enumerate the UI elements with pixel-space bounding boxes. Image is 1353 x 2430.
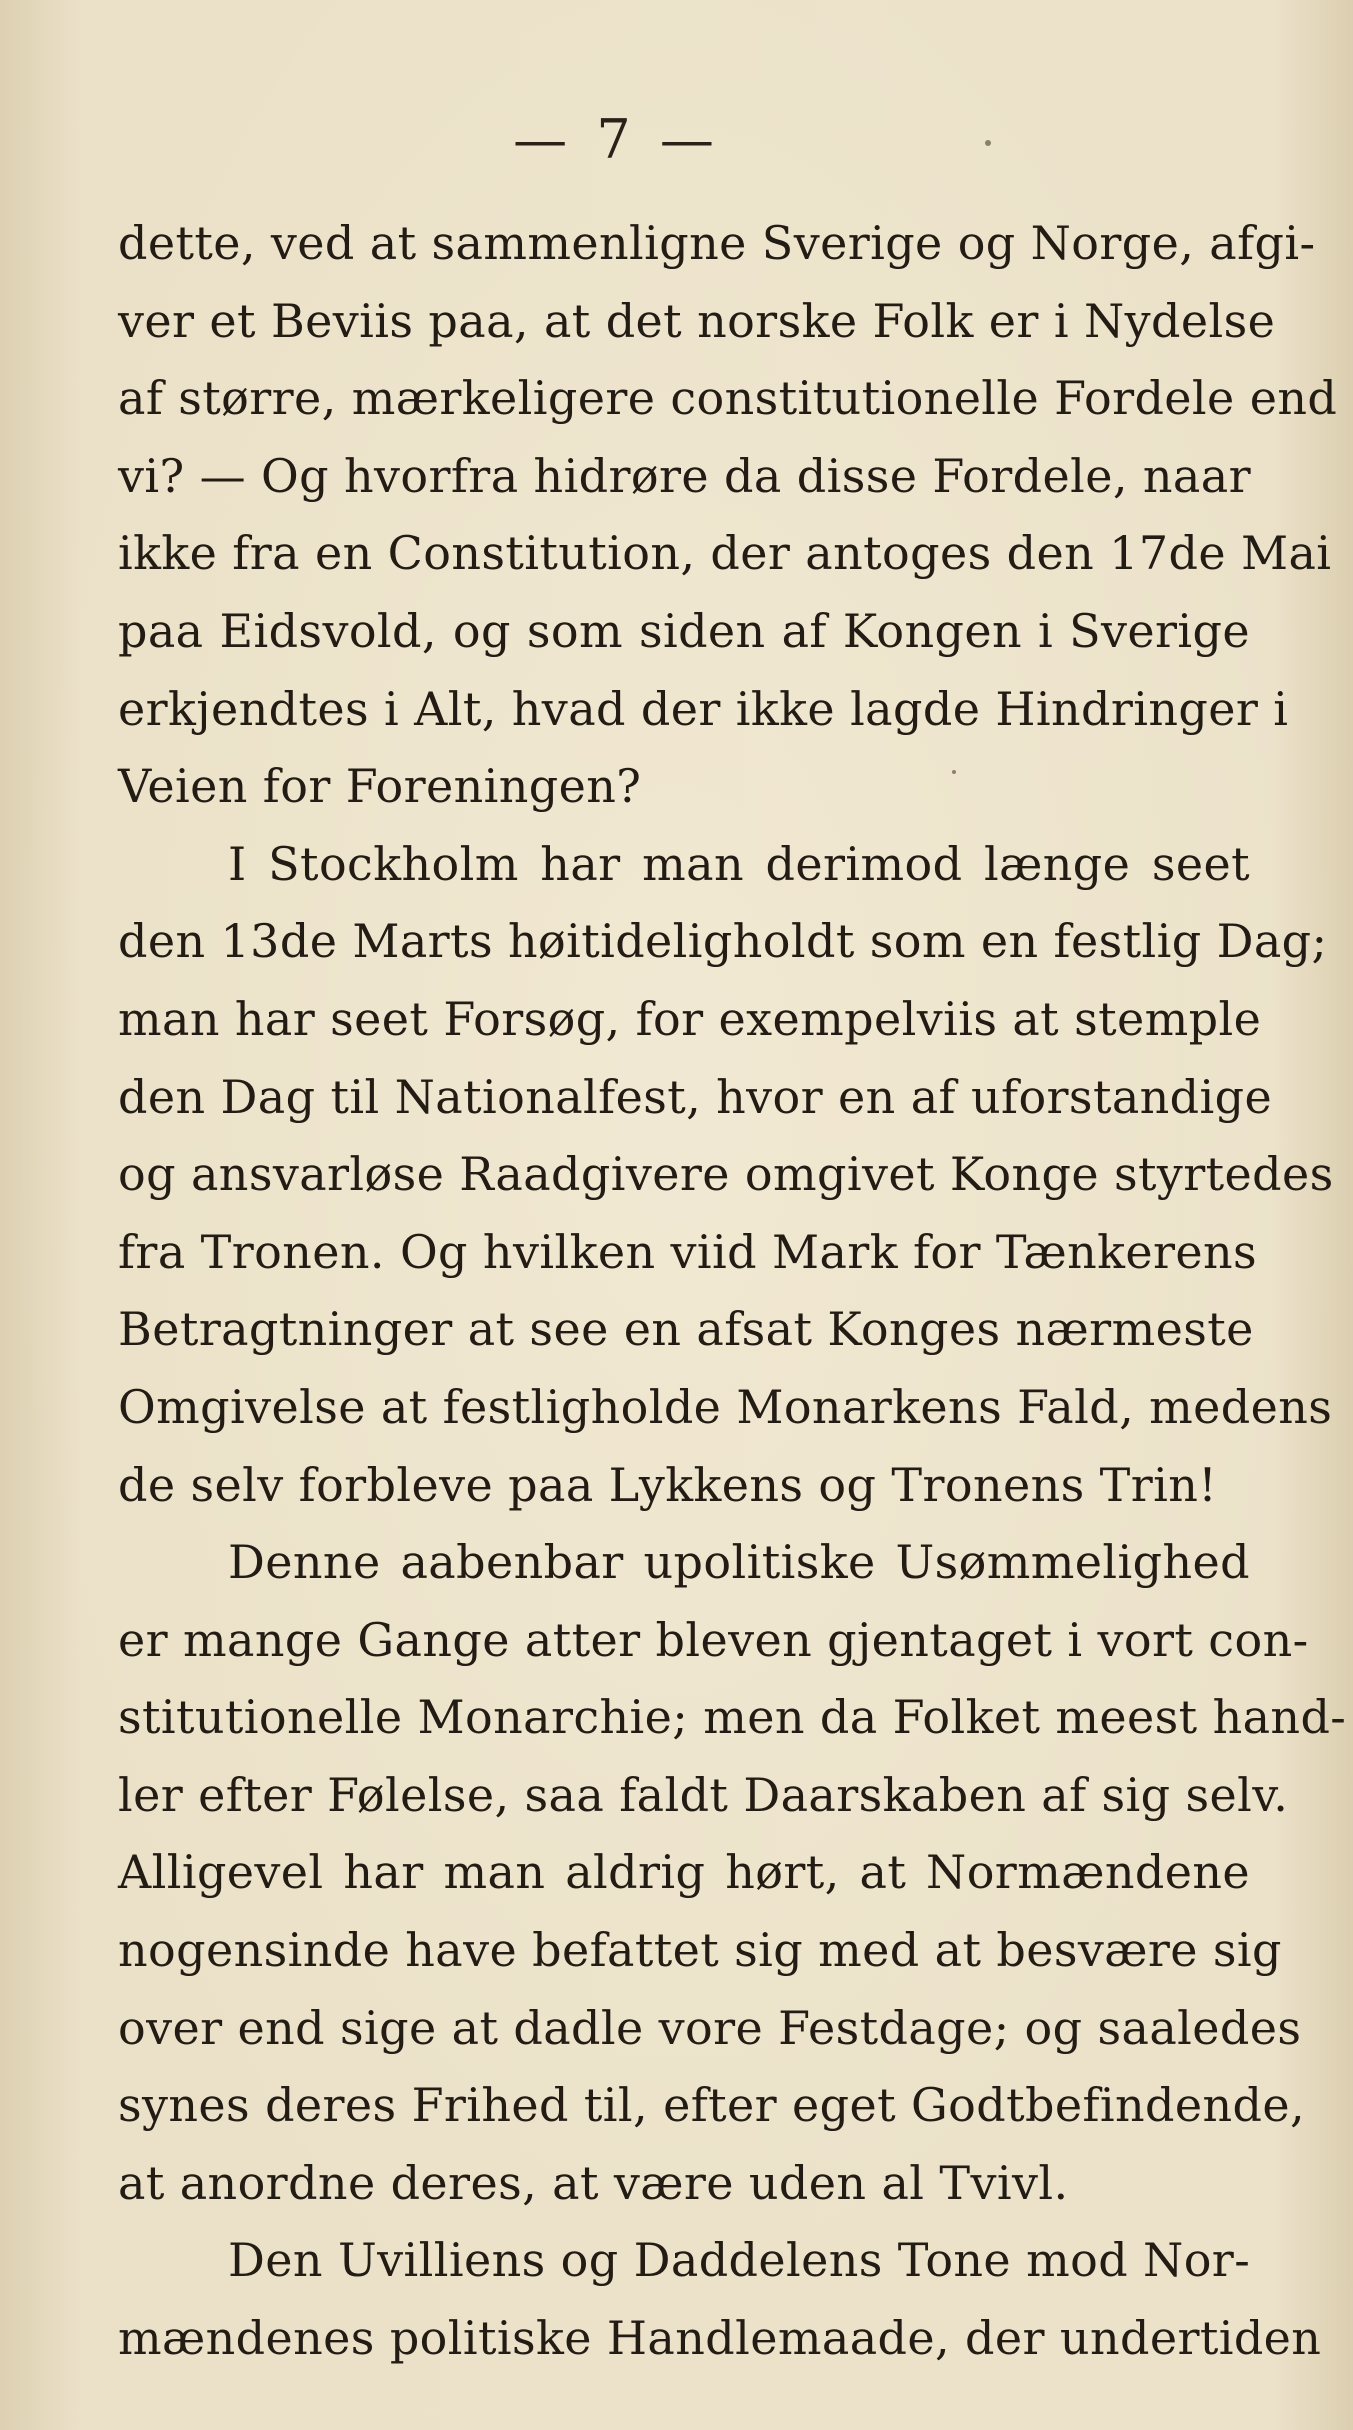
text-line: den Dag til Nationalfest, hvor en af uforstandige [118,1069,1273,1124]
paragraph-start-line: Den Uvilliens og Daddelens Tone mod Nor- [228,2233,1251,2288]
text-line: af større, mærkeligere constitutionelle Fordele end [118,371,1338,426]
page-number: — 7 — [513,108,720,171]
body-text [118,205,1347,2378]
text-line: over end sige at dadle vore Festdage; og saaledes [118,2000,1302,2055]
paragraph-start-line: I Stockholm har man derimod længe seet [228,836,1250,891]
text-line: erkjendtes i Alt, hvad der ikke lagde Hindringer i [118,681,1289,736]
text-line: de selv forbleve paa Lykkens og Tronens Trin! [118,1457,1218,1512]
text-line: Omgivelse at festligholde Monarkens Fald, medens [118,1379,1333,1434]
text-line: er mange Gange atter bleven gjentaget i vort con- [118,1612,1309,1667]
paragraph-start-line: Denne aabenbar upolitiske Usømmelighed [228,1535,1250,1590]
text-line: dette, ved at sammenligne Sverige og Norge, afgi- [118,216,1316,270]
text-line: Veien for Foreningen? [118,759,642,814]
text-line: Betragtninger at see en afsat Konges nærmeste [118,1302,1254,1357]
text-line: og ansvarløse Raadgivere omgivet Konge styrtedes [118,1147,1334,1202]
text-line: stitutionelle Monarchie; men da Folket meest hand- [118,1690,1347,1745]
text-line: synes deres Frihed til, efter eget Godtbefindende, [118,2078,1306,2133]
text-line: ver et Beviis paa, at det norske Folk er i Nydelse [118,293,1276,348]
text-line: ler efter Følelse, saa faldt Daarskaben af sig selv. [118,1767,1289,1822]
text-line: man har seet Forsøg, for exempelviis at stemple [118,991,1262,1046]
text-line: den 13de Marts høitideligholdt som en festlig Dag; [118,914,1328,969]
text-line: at anordne deres, at være uden al Tvivl. [118,2155,1069,2210]
text-line: fra Tronen. Og hvilken viid Mark for Tænkerens [118,1224,1258,1279]
text-line: Alligevel har man aldrig hørt, at Normændene [118,1845,1250,1900]
text-line: paa Eidsvold, og som siden af Kongen i Sverige [118,603,1250,658]
text-line: vi? — Og hvorfra hidrøre da disse Fordele, naar [118,448,1251,503]
text-line: ikke fra en Constitution, der antoges den 17de Mai [118,526,1332,581]
text-line: mændenes politiske Handlemaade, der undertiden [118,2311,1322,2366]
text-line: nogensinde have befattet sig med at besvære sig [118,1923,1282,1978]
